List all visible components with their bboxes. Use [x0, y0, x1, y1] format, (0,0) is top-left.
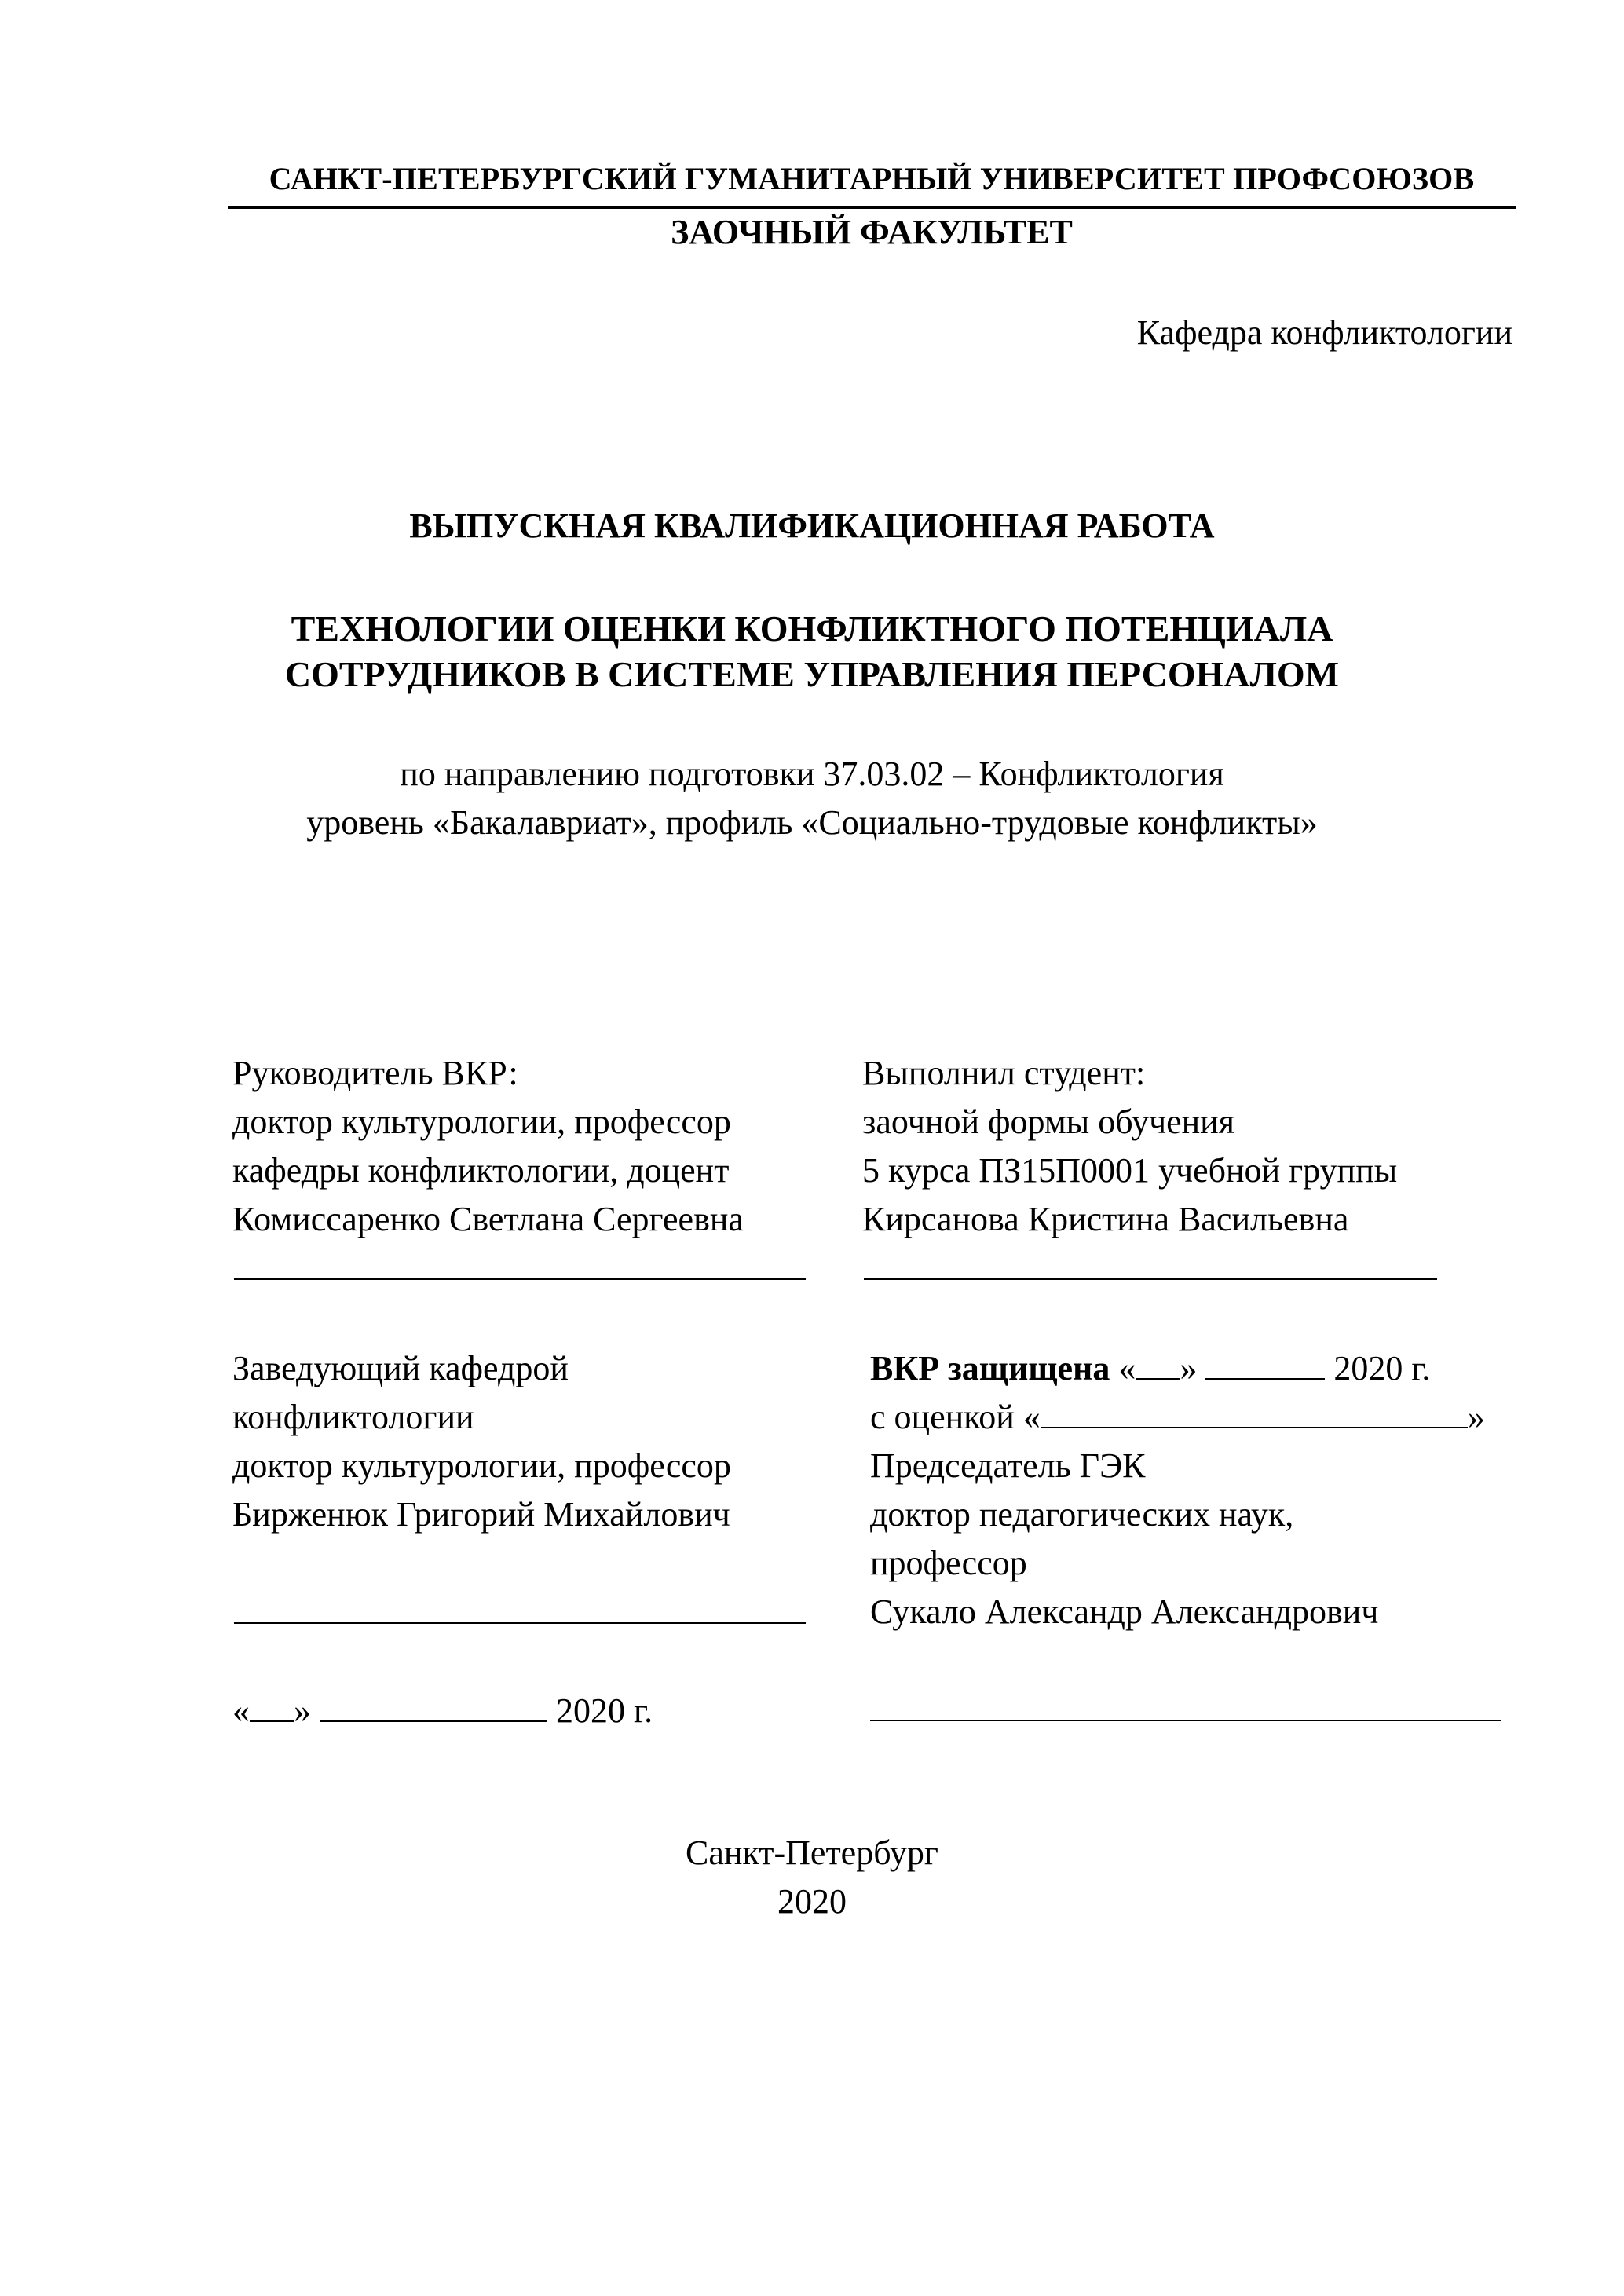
grade-suffix: » — [1467, 1398, 1485, 1436]
thesis-title-line-2: СОТРУДНИКОВ В СИСТЕМЕ УПРАВЛЕНИЯ ПЕРСОНАЛОМ — [284, 654, 1340, 694]
defense-date-row — [870, 1344, 1485, 1393]
approval-month-blank — [320, 1691, 547, 1722]
footer-year: 2020 — [777, 1882, 847, 1921]
department-name: Кафедра конфликтологии — [1136, 313, 1512, 352]
thesis-title-line-1: ТЕХНОЛОГИИ ОЦЕНКИ КОНФЛИКТНОГО ПОТЕНЦИАЛА — [291, 609, 1333, 649]
supervisor-block — [232, 1049, 744, 1244]
head-of-department-block — [232, 1344, 731, 1539]
defended-label: ВКР защищена — [870, 1349, 1110, 1387]
approval-date-row — [232, 1687, 653, 1735]
grade-prefix: с оценкой « — [870, 1398, 1041, 1436]
supervisor-name: Комиссаренко Светлана Сергеевна — [232, 1200, 744, 1238]
defense-day-blank — [1136, 1348, 1180, 1380]
study-direction: по направлению подготовки 37.03.02 – Конфликтология — [400, 755, 1224, 793]
defense-year: 2020 г. — [1333, 1349, 1431, 1387]
university-name: САНКТ-ПЕТЕРБУРГСКИЙ ГУМАНИТАРНЫЙ УНИВЕРСИТЕТ ПРОФСОЮЗОВ — [269, 161, 1475, 196]
supervisor-role: Руководитель ВКР: — [232, 1054, 518, 1092]
supervisor-signature-line — [234, 1278, 806, 1280]
supervisor-position: кафедры конфликтологии, доцент — [232, 1151, 730, 1190]
student-name: Кирсанова Кристина Васильевна — [862, 1200, 1349, 1238]
chair-degree: доктор педагогических наук, — [870, 1495, 1294, 1534]
approval-date-close: » — [294, 1691, 311, 1730]
header-divider — [228, 206, 1516, 209]
faculty-name: ЗАОЧНЫЙ ФАКУЛЬТЕТ — [671, 213, 1073, 251]
student-role: Выполнил студент: — [862, 1054, 1146, 1092]
approval-year: 2020 г. — [556, 1691, 653, 1730]
head-degree: доктор культурологии, профессор — [232, 1446, 731, 1485]
work-type: ВЫПУСКНАЯ КВАЛИФИКАЦИОННАЯ РАБОТА — [409, 506, 1215, 545]
approval-date-open: « — [232, 1691, 250, 1730]
student-study-form: заочной формы обучения — [862, 1102, 1234, 1141]
defense-block — [870, 1344, 1485, 1636]
student-group: 5 курса ПЗ15П0001 учебной группы — [862, 1151, 1398, 1190]
grade-row — [870, 1393, 1485, 1442]
chair-signature-line — [870, 1720, 1501, 1721]
head-name: Бирженюк Григорий Михайлович — [232, 1495, 730, 1534]
chair-role: Председатель ГЭК — [870, 1446, 1146, 1485]
head-signature-line — [234, 1622, 806, 1624]
defense-date-open: « — [1118, 1349, 1136, 1387]
grade-blank — [1041, 1397, 1468, 1428]
footer-city: Санкт-Петербург — [686, 1834, 938, 1872]
student-signature-line — [864, 1278, 1437, 1280]
student-block — [862, 1049, 1397, 1244]
supervisor-degree: доктор культурологии, профессор — [232, 1102, 731, 1141]
head-role-line-1: Заведующий кафедрой — [232, 1349, 569, 1387]
chair-name: Сукало Александр Александрович — [870, 1592, 1379, 1631]
defense-month-blank — [1205, 1348, 1325, 1380]
defense-date-close: » — [1180, 1349, 1198, 1387]
head-role-line-2: конфликтологии — [232, 1398, 474, 1436]
level-profile: уровень «Бакалавриат», профиль «Социально-трудовые конфликты» — [306, 803, 1318, 842]
approval-day-blank — [250, 1691, 294, 1722]
chair-title: профессор — [870, 1544, 1027, 1582]
